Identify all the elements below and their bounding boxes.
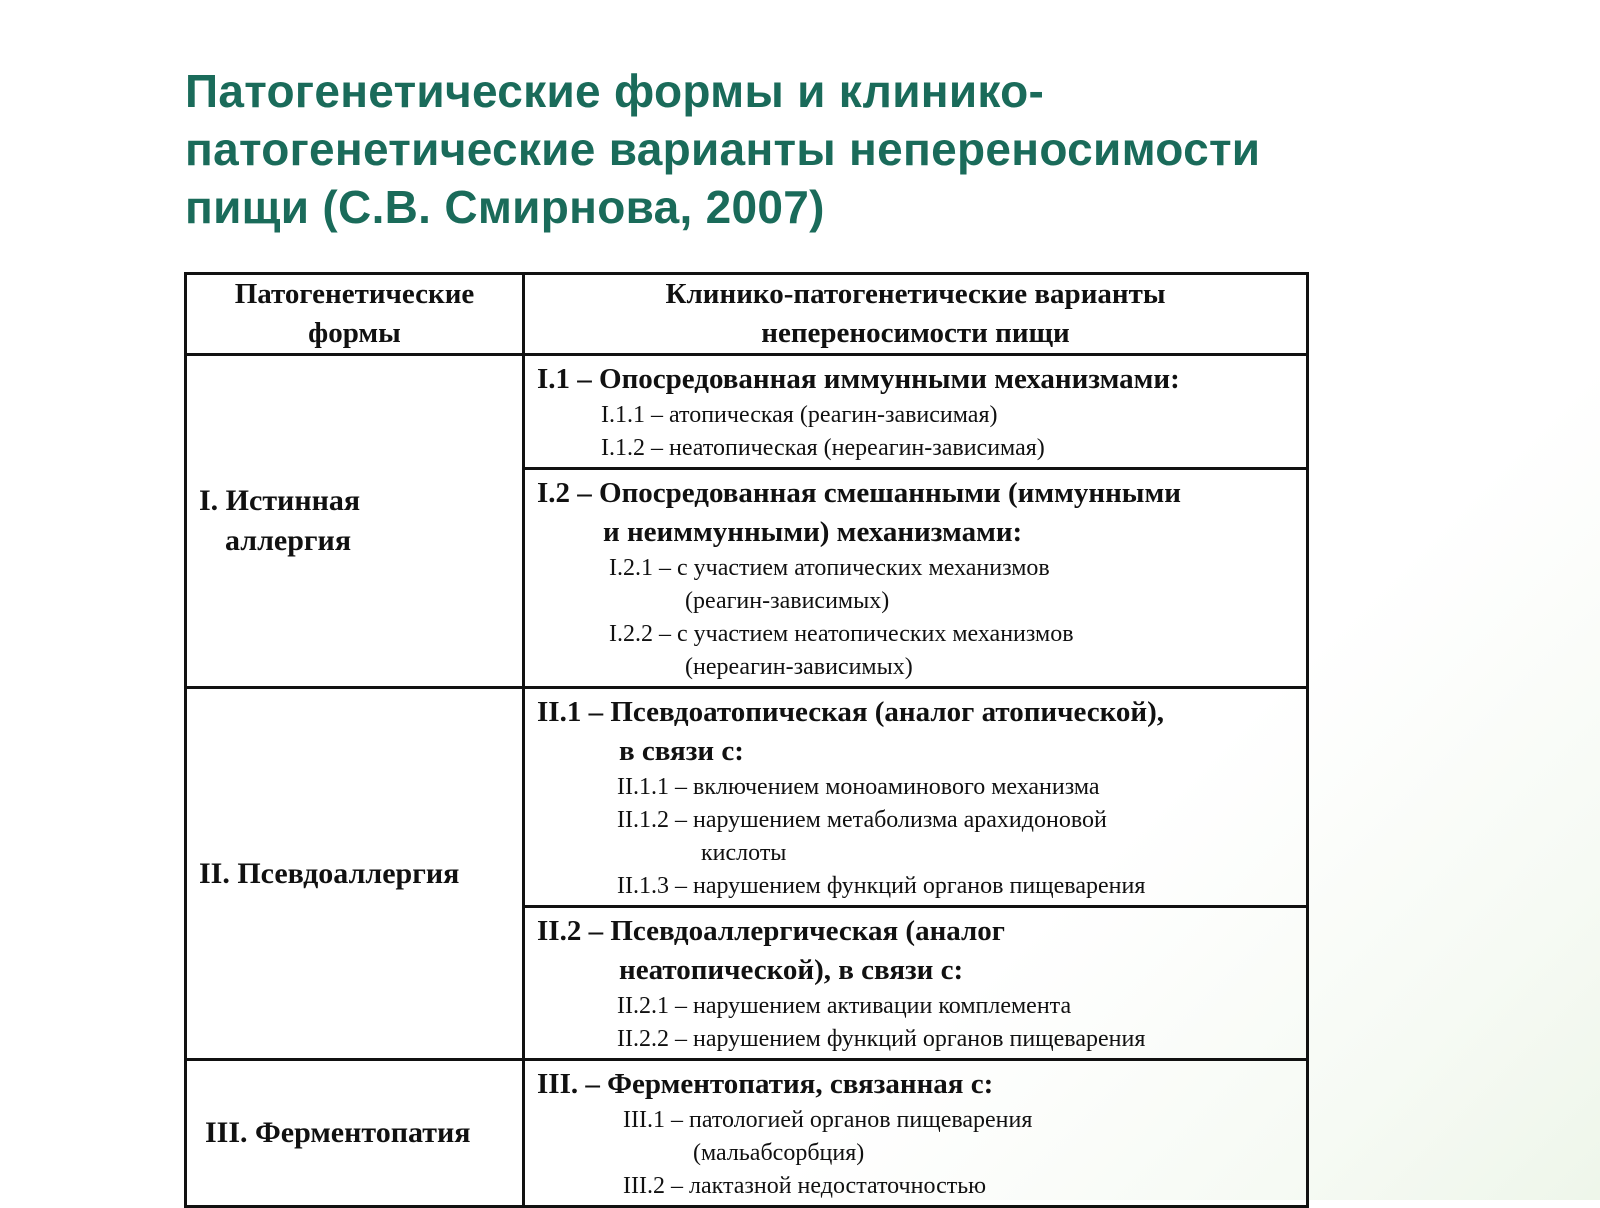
title-line-2: патогенетические варианты непереносимости — [185, 123, 1261, 175]
variant-i21-continued: (реагин-зависимых) — [685, 588, 890, 614]
variant-i12: I.1.2 – неатопическая (нереагин-зависимая) — [601, 435, 1045, 461]
variant-iii1: III.1 – патологией органов пищеварения — [623, 1107, 1033, 1133]
form-true-allergy-line-1: I. Истинная — [199, 484, 361, 517]
variant-ii21: II.2.1 – нарушением активации комплемента — [617, 993, 1072, 1019]
header-cell-variants — [524, 274, 1308, 355]
variant-i11: I.1.1 – атопическая (реагин-зависимая) — [601, 402, 998, 428]
table-row — [186, 355, 1308, 469]
variant-ii2-heading-line-2: неатопической), в связи с: — [619, 954, 964, 986]
variant-cell-i1 — [524, 355, 1308, 469]
table-row — [186, 688, 1308, 907]
table-row — [186, 1060, 1308, 1207]
variant-i22: I.2.2 – с участием неатопических механизмов — [609, 621, 1074, 647]
title-line-3: пищи (С.В. Смирнова, 2007) — [185, 181, 825, 233]
variant-cell-iii — [524, 1060, 1308, 1207]
variant-i2-heading-line-1: I.2 – Опосредованная смешанными (иммунными — [537, 477, 1181, 509]
variant-ii12: II.1.2 – нарушением метаболизма арахидоновой — [617, 807, 1107, 833]
form-pseudoallergy: II. Псевдоаллергия — [199, 856, 460, 890]
title-line-1: Патогенетические формы и клинико- — [185, 65, 1045, 117]
variant-i1-heading: I.1 – Опосредованная иммунными механизмами: — [537, 363, 1180, 395]
variant-ii12-continued: кислоты — [701, 840, 787, 866]
variant-cell-ii1 — [524, 688, 1308, 907]
variant-iii2: III.2 – лактазной недостаточностью — [623, 1173, 987, 1199]
variant-i2-heading-line-2: и неиммунными) механизмами: — [603, 516, 1023, 548]
variant-ii13: II.1.3 – нарушением функций органов пищеварения — [617, 873, 1146, 899]
form-cell-pseudoallergy — [186, 688, 524, 1060]
variant-ii1-heading-line-1: II.1 – Псевдоатопическая (аналог атопической), — [537, 696, 1165, 728]
header-variants-line-1: Клинико-патогенетические варианты — [665, 278, 1166, 310]
variant-i22-continued: (нереагин-зависимых) — [685, 654, 913, 680]
variant-cell-ii2 — [524, 907, 1308, 1060]
variant-iii1-continued: (мальабсорбция) — [693, 1140, 865, 1166]
header-forms-line-2: формы — [308, 317, 401, 349]
variant-ii22: II.2.2 – нарушением функций органов пищеварения — [617, 1026, 1146, 1052]
variant-ii11: II.1.1 – включением моноаминового механизма — [617, 774, 1100, 800]
slide-title — [185, 62, 1475, 236]
header-variants-line-2: непереносимости пищи — [761, 317, 1070, 349]
form-cell-fermentopathy — [186, 1060, 524, 1207]
header-forms-line-1: Патогенетические — [234, 278, 475, 310]
form-fermentopathy: III. Ферментопатия — [205, 1116, 471, 1149]
header-cell-forms — [186, 274, 524, 355]
classification-table — [184, 272, 1309, 1208]
variant-ii2-heading-line-1: II.2 – Псевдоаллергическая (аналог — [537, 915, 1005, 947]
form-cell-true-allergy — [186, 355, 524, 688]
form-true-allergy-line-2: аллергия — [225, 524, 352, 557]
variant-i21: I.2.1 – с участием атопических механизмов — [609, 555, 1050, 581]
variant-cell-i2 — [524, 469, 1308, 688]
variant-iii-heading: III. – Ферментопатия, связанная с: — [537, 1068, 994, 1100]
table-header-row — [186, 274, 1308, 355]
variant-ii1-heading-line-2: в связи с: — [619, 735, 744, 767]
